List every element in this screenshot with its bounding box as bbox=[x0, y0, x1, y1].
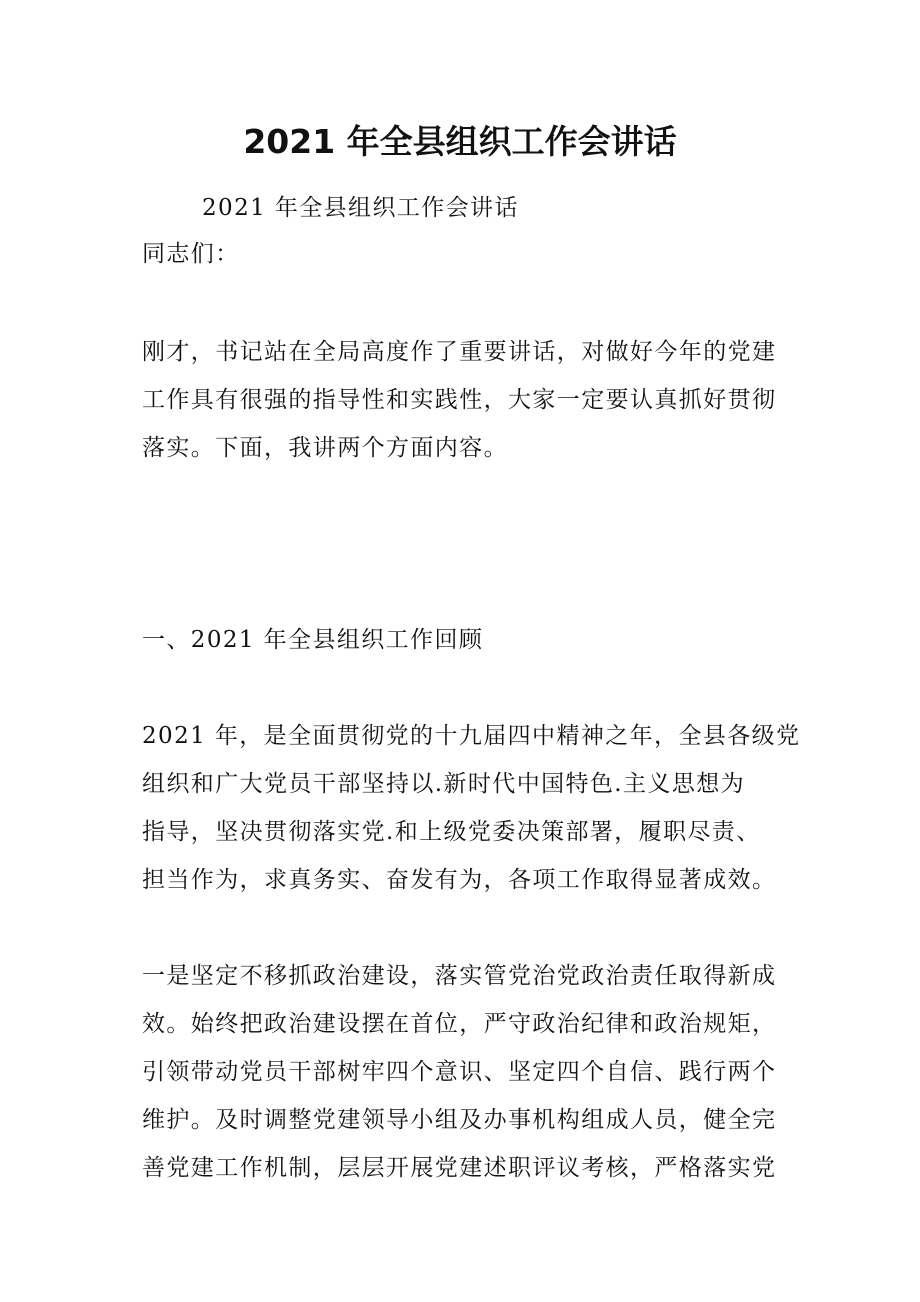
point-one-line: 一是坚定不移抓政治建设，落实管党治党政治责任取得新成 bbox=[142, 963, 777, 989]
document-subtitle: 2021 年全县组织工作会讲话 bbox=[202, 195, 519, 221]
review-line: 指导，坚决贯彻落实党.和上级党委决策部署，履职尽责、 bbox=[142, 819, 761, 845]
review-line: 担当作为，求真务实、奋发有为，各项工作取得显著成效。 bbox=[142, 867, 777, 893]
intro-line: 刚才，书记站在全局高度作了重要讲话，对做好今年的党建 bbox=[142, 339, 777, 365]
point-one-line: 效。始终把政治建设摆在首位，严守政治纪律和政治规矩， bbox=[142, 1011, 777, 1037]
greeting: 同志们： bbox=[142, 241, 240, 267]
review-line: 2021 年，是全面贯彻党的十九届四中精神之年，全县各级党 bbox=[142, 723, 801, 749]
intro-line: 落实。下面，我讲两个方面内容。 bbox=[142, 435, 508, 461]
document-title: 2021 年全县组织工作会讲话 bbox=[243, 122, 677, 161]
intro-line: 工作具有很强的指导性和实践性，大家一定要认真抓好贯彻 bbox=[142, 387, 777, 413]
review-line: 组织和广大党员干部坚持以.新时代中国特色.主义思想为 bbox=[142, 771, 746, 797]
point-one-line: 引领带动党员干部树牢四个意识、坚定四个自信、践行两个 bbox=[142, 1059, 777, 1085]
point-one-line: 维护。及时调整党建领导小组及办事机构组成人员，健全完 bbox=[142, 1107, 777, 1133]
point-one-line: 善党建工作机制，层层开展党建述职评议考核，严格落实党 bbox=[142, 1155, 777, 1181]
section-heading: 一、2021 年全县组织工作回顾 bbox=[142, 627, 484, 653]
